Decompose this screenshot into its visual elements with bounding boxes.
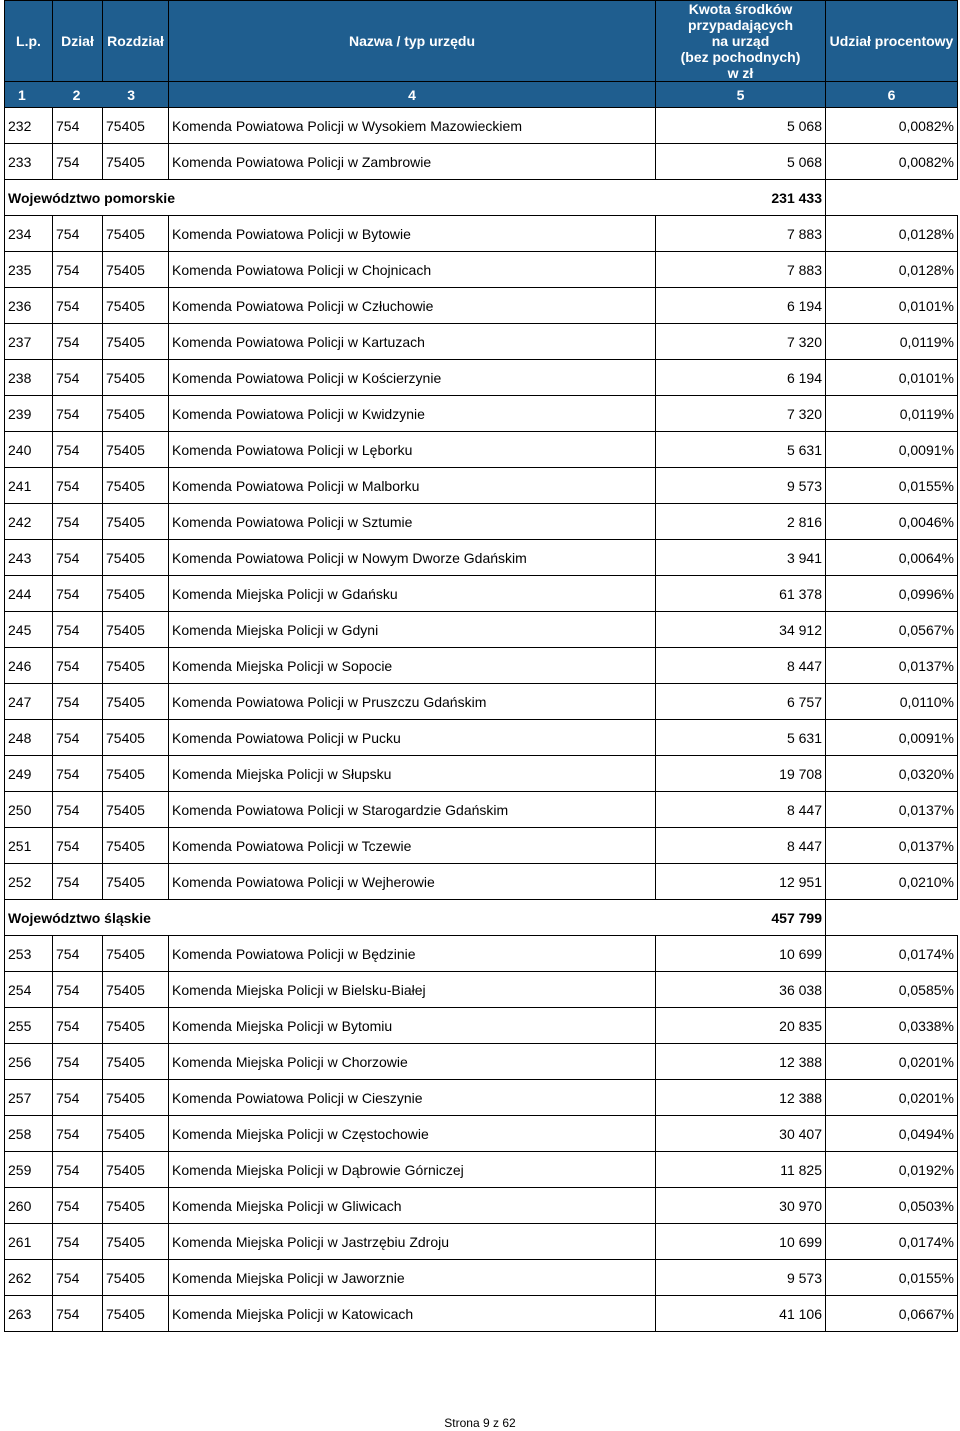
cell-dzial: 754 xyxy=(53,468,103,504)
cell-dzial: 754 xyxy=(53,252,103,288)
header-dzial: Dział xyxy=(53,1,103,82)
cell-udzial: 0,0082% xyxy=(826,144,958,180)
cell-dzial: 754 xyxy=(53,792,103,828)
cell-lp: 241 xyxy=(5,468,53,504)
table-row xyxy=(5,972,958,1008)
cell-kwota: 36 038 xyxy=(656,972,826,1008)
cell-nazwa: Komenda Miejska Policji w Częstochowie xyxy=(169,1116,656,1152)
cell-lp: 259 xyxy=(5,1152,53,1188)
cell-udzial: 0,0494% xyxy=(826,1116,958,1152)
cell-kwota: 10 699 xyxy=(656,936,826,972)
table-row xyxy=(5,684,958,720)
cell-rozdzial: 75405 xyxy=(103,828,169,864)
cell-rozdzial: 75405 xyxy=(103,468,169,504)
table-row xyxy=(5,612,958,648)
cell-udzial: 0,0119% xyxy=(826,396,958,432)
table-row xyxy=(5,468,958,504)
table-row xyxy=(5,756,958,792)
cell-nazwa: Komenda Powiatowa Policji w Chojnicach xyxy=(169,252,656,288)
cell-udzial: 0,0137% xyxy=(826,648,958,684)
cell-nazwa: Komenda Powiatowa Policji w Wejherowie xyxy=(169,864,656,900)
cell-lp: 239 xyxy=(5,396,53,432)
table-body xyxy=(5,108,958,1332)
table-row xyxy=(5,1152,958,1188)
table-row xyxy=(5,1008,958,1044)
cell-dzial: 754 xyxy=(53,1260,103,1296)
cell-rozdzial: 75405 xyxy=(103,936,169,972)
cell-kwota: 2 816 xyxy=(656,504,826,540)
cell-kwota: 7 883 xyxy=(656,252,826,288)
cell-kwota: 5 631 xyxy=(656,720,826,756)
cell-nazwa: Komenda Powiatowa Policji w Cieszynie xyxy=(169,1080,656,1116)
cell-lp: 232 xyxy=(5,108,53,144)
cell-udzial: 0,0338% xyxy=(826,1008,958,1044)
cell-rozdzial: 75405 xyxy=(103,252,169,288)
cell-kwota: 9 573 xyxy=(656,468,826,504)
cell-dzial: 754 xyxy=(53,396,103,432)
cell-rozdzial: 75405 xyxy=(103,720,169,756)
page-footer: Strona 9 z 62 xyxy=(444,1416,516,1430)
cell-nazwa: Komenda Miejska Policji w Dąbrowie Górniczej xyxy=(169,1152,656,1188)
cell-nazwa: Komenda Miejska Policji w Chorzowie xyxy=(169,1044,656,1080)
cell-lp: 255 xyxy=(5,1008,53,1044)
cell-lp: 237 xyxy=(5,324,53,360)
cell-lp: 245 xyxy=(5,612,53,648)
cell-lp: 262 xyxy=(5,1260,53,1296)
cell-nazwa: Komenda Powiatowa Policji w Kościerzynie xyxy=(169,360,656,396)
cell-rozdzial: 75405 xyxy=(103,1188,169,1224)
column-number: 5 xyxy=(656,82,826,108)
cell-nazwa: Komenda Miejska Policji w Bytomiu xyxy=(169,1008,656,1044)
cell-lp: 246 xyxy=(5,648,53,684)
cell-udzial: 0,0046% xyxy=(826,504,958,540)
cell-udzial: 0,0320% xyxy=(826,756,958,792)
table-row xyxy=(5,108,958,144)
region-empty-cell xyxy=(826,180,958,216)
cell-udzial: 0,0091% xyxy=(826,432,958,468)
cell-kwota: 61 378 xyxy=(656,576,826,612)
cell-udzial: 0,0128% xyxy=(826,216,958,252)
cell-lp: 251 xyxy=(5,828,53,864)
table-row xyxy=(5,720,958,756)
cell-dzial: 754 xyxy=(53,1152,103,1188)
cell-kwota: 7 883 xyxy=(656,216,826,252)
cell-dzial: 754 xyxy=(53,360,103,396)
cell-kwota: 11 825 xyxy=(656,1152,826,1188)
table-row xyxy=(5,216,958,252)
cell-kwota: 7 320 xyxy=(656,324,826,360)
table-row xyxy=(5,396,958,432)
region-name: Województwo pomorskie xyxy=(5,180,656,216)
header-kwota-line: na urząd xyxy=(711,33,770,49)
table-row xyxy=(5,432,958,468)
cell-kwota: 41 106 xyxy=(656,1296,826,1332)
cell-rozdzial: 75405 xyxy=(103,540,169,576)
cell-lp: 244 xyxy=(5,576,53,612)
cell-kwota: 8 447 xyxy=(656,828,826,864)
cell-dzial: 754 xyxy=(53,324,103,360)
cell-nazwa: Komenda Powiatowa Policji w Pruszczu Gdańskim xyxy=(169,684,656,720)
cell-dzial: 754 xyxy=(53,864,103,900)
header-rozdzial: Rozdział xyxy=(103,1,169,82)
cell-dzial: 754 xyxy=(53,756,103,792)
cell-udzial: 0,0137% xyxy=(826,792,958,828)
cell-nazwa: Komenda Powiatowa Policji w Będzinie xyxy=(169,936,656,972)
cell-kwota: 30 407 xyxy=(656,1116,826,1152)
cell-udzial: 0,0503% xyxy=(826,1188,958,1224)
cell-rozdzial: 75405 xyxy=(103,1296,169,1332)
cell-udzial: 0,0192% xyxy=(826,1152,958,1188)
cell-kwota: 10 699 xyxy=(656,1224,826,1260)
table-row xyxy=(5,828,958,864)
table-row xyxy=(5,1188,958,1224)
cell-udzial: 0,0110% xyxy=(826,684,958,720)
header-kwota-line: przypadających xyxy=(687,17,794,33)
cell-lp: 235 xyxy=(5,252,53,288)
cell-kwota: 5 631 xyxy=(656,432,826,468)
table-row xyxy=(5,324,958,360)
cell-lp: 256 xyxy=(5,1044,53,1080)
cell-dzial: 754 xyxy=(53,288,103,324)
cell-nazwa: Komenda Powiatowa Policji w Wysokiem Mazowieckiem xyxy=(169,108,656,144)
cell-dzial: 754 xyxy=(53,612,103,648)
cell-dzial: 754 xyxy=(53,1008,103,1044)
header-kwota-line: w zł xyxy=(727,65,754,81)
cell-udzial: 0,0201% xyxy=(826,1080,958,1116)
cell-dzial: 754 xyxy=(53,1116,103,1152)
cell-udzial: 0,0137% xyxy=(826,828,958,864)
cell-nazwa: Komenda Powiatowa Policji w Człuchowie xyxy=(169,288,656,324)
cell-kwota: 5 068 xyxy=(656,108,826,144)
cell-nazwa: Komenda Powiatowa Policji w Lęborku xyxy=(169,432,656,468)
header-kwota-line: (bez pochodnych) xyxy=(680,49,801,65)
column-number-row xyxy=(5,82,958,108)
table-row xyxy=(5,1080,958,1116)
cell-udzial: 0,0174% xyxy=(826,936,958,972)
cell-dzial: 754 xyxy=(53,1296,103,1332)
cell-rozdzial: 75405 xyxy=(103,648,169,684)
cell-rozdzial: 75405 xyxy=(103,288,169,324)
cell-udzial: 0,0064% xyxy=(826,540,958,576)
cell-rozdzial: 75405 xyxy=(103,432,169,468)
cell-nazwa: Komenda Miejska Policji w Sopocie xyxy=(169,648,656,684)
cell-dzial: 754 xyxy=(53,540,103,576)
table-row xyxy=(5,936,958,972)
table-row xyxy=(5,1044,958,1080)
cell-kwota: 19 708 xyxy=(656,756,826,792)
cell-lp: 233 xyxy=(5,144,53,180)
cell-dzial: 754 xyxy=(53,1044,103,1080)
cell-nazwa: Komenda Powiatowa Policji w Malborku xyxy=(169,468,656,504)
cell-kwota: 3 941 xyxy=(656,540,826,576)
column-number: 1 xyxy=(18,86,26,103)
cell-rozdzial: 75405 xyxy=(103,792,169,828)
header-nazwa: Nazwa / typ urzędu xyxy=(169,1,656,82)
cell-rozdzial: 75405 xyxy=(103,1224,169,1260)
cell-rozdzial: 75405 xyxy=(103,612,169,648)
cell-nazwa: Komenda Miejska Policji w Jastrzębiu Zdroju xyxy=(169,1224,656,1260)
cell-dzial: 754 xyxy=(53,108,103,144)
cell-rozdzial: 75405 xyxy=(103,1008,169,1044)
cell-udzial: 0,0082% xyxy=(826,108,958,144)
cell-rozdzial: 75405 xyxy=(103,1260,169,1296)
cell-rozdzial: 75405 xyxy=(103,1080,169,1116)
cell-rozdzial: 75405 xyxy=(103,216,169,252)
cell-rozdzial: 75405 xyxy=(103,1116,169,1152)
cell-lp: 240 xyxy=(5,432,53,468)
cell-udzial: 0,0667% xyxy=(826,1296,958,1332)
cell-udzial: 0,0091% xyxy=(826,720,958,756)
cell-rozdzial: 75405 xyxy=(103,864,169,900)
header-kwota xyxy=(656,1,826,82)
cell-lp: 257 xyxy=(5,1080,53,1116)
cell-lp: 263 xyxy=(5,1296,53,1332)
cell-rozdzial: 75405 xyxy=(103,1044,169,1080)
table-row xyxy=(5,864,958,900)
cell-udzial: 0,0101% xyxy=(826,360,958,396)
cell-rozdzial: 75405 xyxy=(103,108,169,144)
cell-dzial: 754 xyxy=(53,828,103,864)
cell-nazwa: Komenda Powiatowa Policji w Nowym Dworze Gdańskim xyxy=(169,540,656,576)
column-number: 6 xyxy=(826,82,958,108)
cell-nazwa: Komenda Powiatowa Policji w Zambrowie xyxy=(169,144,656,180)
region-total: 231 433 xyxy=(656,180,826,216)
cell-rozdzial: 75405 xyxy=(103,360,169,396)
cell-nazwa: Komenda Miejska Policji w Gdyni xyxy=(169,612,656,648)
cell-lp: 261 xyxy=(5,1224,53,1260)
cell-dzial: 754 xyxy=(53,648,103,684)
region-row xyxy=(5,900,958,936)
cell-lp: 249 xyxy=(5,756,53,792)
cell-dzial: 754 xyxy=(53,432,103,468)
cell-rozdzial: 75405 xyxy=(103,684,169,720)
cell-lp: 260 xyxy=(5,1188,53,1224)
cell-kwota: 12 951 xyxy=(656,864,826,900)
cell-lp: 236 xyxy=(5,288,53,324)
cell-lp: 250 xyxy=(5,792,53,828)
cell-kwota: 8 447 xyxy=(656,648,826,684)
table-row xyxy=(5,360,958,396)
table-row xyxy=(5,540,958,576)
cell-dzial: 754 xyxy=(53,144,103,180)
cell-dzial: 754 xyxy=(53,1188,103,1224)
cell-kwota: 7 320 xyxy=(656,396,826,432)
column-numbers-1-3 xyxy=(5,82,169,108)
cell-nazwa: Komenda Powiatowa Policji w Starogardzie Gdańskim xyxy=(169,792,656,828)
cell-kwota: 9 573 xyxy=(656,1260,826,1296)
cell-kwota: 34 912 xyxy=(656,612,826,648)
cell-dzial: 754 xyxy=(53,684,103,720)
column-number: 3 xyxy=(127,86,135,103)
column-number: 2 xyxy=(72,86,81,103)
table-row xyxy=(5,144,958,180)
cell-nazwa: Komenda Miejska Policji w Słupsku xyxy=(169,756,656,792)
cell-dzial: 754 xyxy=(53,1224,103,1260)
cell-lp: 247 xyxy=(5,684,53,720)
region-total: 457 799 xyxy=(656,900,826,936)
cell-udzial: 0,0210% xyxy=(826,864,958,900)
cell-lp: 258 xyxy=(5,1116,53,1152)
cell-kwota: 6 757 xyxy=(656,684,826,720)
cell-dzial: 754 xyxy=(53,504,103,540)
cell-kwota: 8 447 xyxy=(656,792,826,828)
cell-nazwa: Komenda Miejska Policji w Bielsku-Białej xyxy=(169,972,656,1008)
cell-dzial: 754 xyxy=(53,720,103,756)
table-row xyxy=(5,252,958,288)
cell-dzial: 754 xyxy=(53,936,103,972)
cell-nazwa: Komenda Miejska Policji w Katowicach xyxy=(169,1296,656,1332)
cell-nazwa: Komenda Miejska Policji w Jaworznie xyxy=(169,1260,656,1296)
cell-nazwa: Komenda Miejska Policji w Gdańsku xyxy=(169,576,656,612)
cell-kwota: 12 388 xyxy=(656,1044,826,1080)
cell-udzial: 0,0119% xyxy=(826,324,958,360)
table-row xyxy=(5,792,958,828)
cell-rozdzial: 75405 xyxy=(103,972,169,1008)
cell-lp: 252 xyxy=(5,864,53,900)
table-row xyxy=(5,1260,958,1296)
cell-kwota: 12 388 xyxy=(656,1080,826,1116)
cell-udzial: 0,0201% xyxy=(826,1044,958,1080)
cell-lp: 253 xyxy=(5,936,53,972)
cell-udzial: 0,0101% xyxy=(826,288,958,324)
cell-rozdzial: 75405 xyxy=(103,324,169,360)
cell-nazwa: Komenda Powiatowa Policji w Sztumie xyxy=(169,504,656,540)
cell-kwota: 20 835 xyxy=(656,1008,826,1044)
region-empty-cell xyxy=(826,900,958,936)
cell-lp: 254 xyxy=(5,972,53,1008)
header-lp: L.p. xyxy=(5,1,53,82)
table-row xyxy=(5,504,958,540)
cell-kwota: 30 970 xyxy=(656,1188,826,1224)
cell-nazwa: Komenda Powiatowa Policji w Pucku xyxy=(169,720,656,756)
header-kwota-line: Kwota środków xyxy=(688,1,793,17)
region-row xyxy=(5,180,958,216)
cell-udzial: 0,0996% xyxy=(826,576,958,612)
cell-rozdzial: 75405 xyxy=(103,504,169,540)
cell-kwota: 5 068 xyxy=(656,144,826,180)
cell-nazwa: Komenda Powiatowa Policji w Bytowie xyxy=(169,216,656,252)
cell-rozdzial: 75405 xyxy=(103,756,169,792)
cell-udzial: 0,0585% xyxy=(826,972,958,1008)
cell-udzial: 0,0567% xyxy=(826,612,958,648)
table-row xyxy=(5,576,958,612)
table-row xyxy=(5,648,958,684)
cell-dzial: 754 xyxy=(53,972,103,1008)
cell-nazwa: Komenda Powiatowa Policji w Kwidzynie xyxy=(169,396,656,432)
table-row xyxy=(5,1296,958,1332)
cell-kwota: 6 194 xyxy=(656,360,826,396)
cell-udzial: 0,0155% xyxy=(826,468,958,504)
table-row xyxy=(5,1224,958,1260)
cell-rozdzial: 75405 xyxy=(103,1152,169,1188)
cell-nazwa: Komenda Powiatowa Policji w Tczewie xyxy=(169,828,656,864)
cell-dzial: 754 xyxy=(53,1080,103,1116)
cell-lp: 234 xyxy=(5,216,53,252)
allocation-table xyxy=(4,0,958,1332)
cell-dzial: 754 xyxy=(53,576,103,612)
cell-dzial: 754 xyxy=(53,216,103,252)
cell-lp: 243 xyxy=(5,540,53,576)
cell-nazwa: Komenda Miejska Policji w Gliwicach xyxy=(169,1188,656,1224)
cell-udzial: 0,0155% xyxy=(826,1260,958,1296)
cell-rozdzial: 75405 xyxy=(103,576,169,612)
cell-lp: 238 xyxy=(5,360,53,396)
region-name: Województwo śląskie xyxy=(5,900,656,936)
cell-rozdzial: 75405 xyxy=(103,396,169,432)
cell-lp: 242 xyxy=(5,504,53,540)
column-number: 4 xyxy=(169,82,656,108)
cell-rozdzial: 75405 xyxy=(103,144,169,180)
cell-udzial: 0,0174% xyxy=(826,1224,958,1260)
header-udzial: Udział procentowy xyxy=(826,1,958,82)
table-row xyxy=(5,1116,958,1152)
cell-lp: 248 xyxy=(5,720,53,756)
table-row xyxy=(5,288,958,324)
cell-udzial: 0,0128% xyxy=(826,252,958,288)
cell-kwota: 6 194 xyxy=(656,288,826,324)
cell-nazwa: Komenda Powiatowa Policji w Kartuzach xyxy=(169,324,656,360)
header-row xyxy=(5,1,958,82)
